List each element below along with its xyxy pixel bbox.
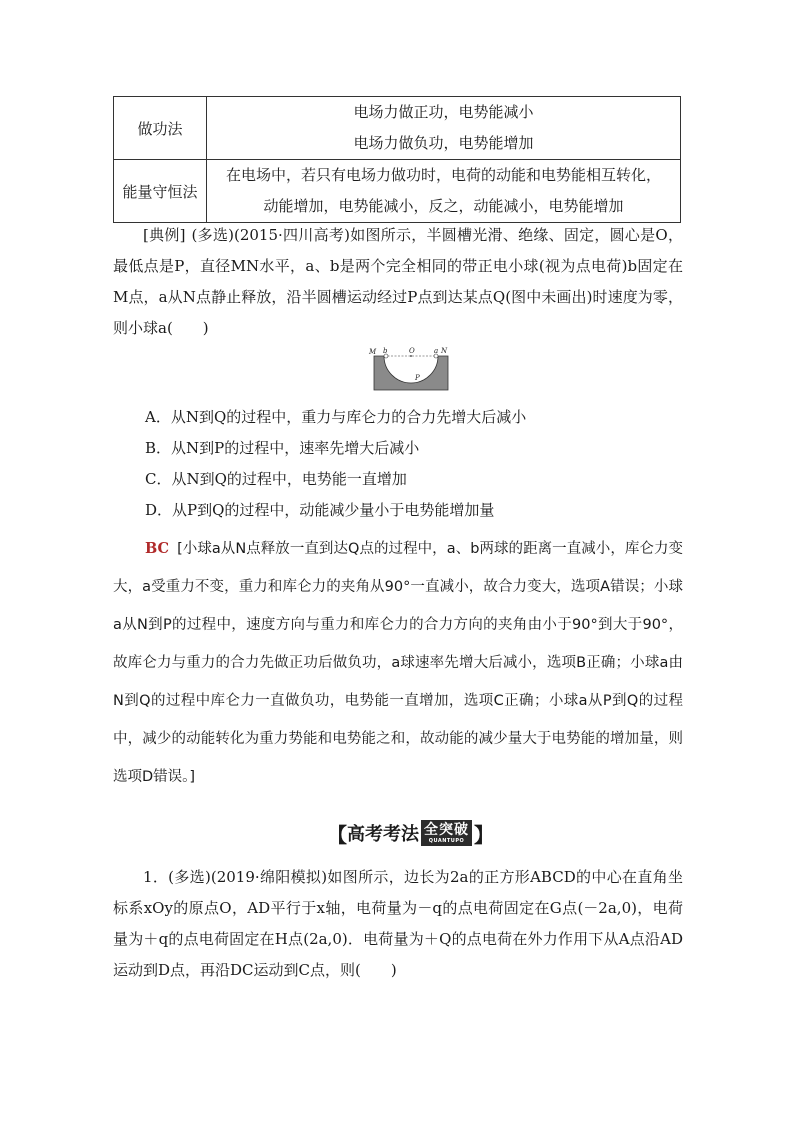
description-line: 电场力做负功，电势能增加 bbox=[353, 134, 534, 152]
example-problem bbox=[113, 220, 683, 344]
table-row bbox=[114, 97, 681, 160]
answer-options bbox=[145, 402, 526, 526]
option-d: D．从P到Q的过程中，动能减少量小于电势能增加量 bbox=[145, 501, 495, 519]
label-N: N bbox=[441, 347, 448, 355]
example-stem: (多选)(2015·四川高考)如图所示，半圆槽光滑、绝缘、固定，圆心是O，最低点是P，直径MN水平，a、b是两个完全相同的带正电小球(视为点电荷)b固定在M点，a从N点静止释放，沿半圆槽运动经过P点到达某点Q(图中未画出)时速度为零，则小球a( ) bbox=[113, 226, 683, 337]
label-a: a bbox=[434, 347, 439, 355]
banner-badge bbox=[421, 820, 472, 846]
example-tag: [典例] bbox=[143, 226, 186, 244]
method-comparison-table bbox=[113, 96, 681, 223]
semicircle-groove-figure bbox=[364, 344, 450, 394]
option-c: C．从N到Q的过程中，电势能一直增加 bbox=[145, 470, 407, 488]
method-description-cell bbox=[207, 160, 681, 223]
badge-subtext: QUANTUPO bbox=[428, 837, 465, 844]
method-name-cell: 做功法 bbox=[114, 97, 207, 160]
table-row bbox=[114, 160, 681, 223]
option-a: A．从N到Q的过程中，重力与库仑力的合力先增大后减小 bbox=[145, 408, 527, 426]
banner-title: 高考考法 bbox=[347, 824, 419, 845]
banner-right-bracket: 】 bbox=[474, 822, 494, 847]
label-P: P bbox=[415, 374, 420, 382]
section-banner bbox=[327, 818, 494, 848]
option-b: B．从N到P的过程中，速率先增大后减小 bbox=[145, 439, 420, 457]
label-b: b bbox=[383, 347, 388, 355]
solution-text: [小球a从N点释放一直到达Q点的过程中，a、b两球的距离一直减小，库仑力变大，a受重力不变，重力和库仑力的夹角从90°一直减小，故合力变大，选项A错误；小球a从N到P的过程中，速度方向与重力和库仑力的合力方向的夹角由小于90°到大于90°，故库仑力与重力的合力先做正功后做负功，a球速率先增大后减小，选项B正确；小球a由N到Q的过程中库仑力一直做负功，电势能一直增加，选项C正确；小球a从P到Q的过程中，减少的动能转化为重力势能和电势能之和，故动能的减少量大于电势能的增加量，则选项D错误。] bbox=[113, 541, 683, 785]
description-line: 在电场中，若只有电场力做功时，电荷的动能和电势能相互转化， bbox=[225, 166, 661, 184]
description-line: 动能增加，电势能减小，反之，动能减小，电势能增加 bbox=[263, 197, 624, 215]
banner-left-bracket: 【 bbox=[327, 822, 347, 847]
badge-text: 全突破 bbox=[424, 821, 469, 838]
description-line: 电场力做正功，电势能减小 bbox=[353, 103, 534, 121]
method-name-cell: 能量守恒法 bbox=[114, 160, 207, 223]
answer-key: BC bbox=[145, 540, 170, 557]
label-O: O bbox=[409, 347, 415, 355]
solution-explanation bbox=[113, 530, 683, 796]
label-M: M bbox=[369, 348, 377, 356]
method-description-cell bbox=[207, 97, 681, 160]
question-1: 1．(多选)(2019·绵阳模拟)如图所示，边长为2a的正方形ABCD的中心在直角坐标系xOy的原点O，AD平行于x轴，电荷量为－q的点电荷固定在G点(－2a,0)，电荷量为＋q的点电荷固定在H点(2a,0)．电荷量为＋Q的点电荷在外力作用下从A点沿AD运动到D点，再沿DC运动到C点，则( ) bbox=[113, 868, 683, 979]
